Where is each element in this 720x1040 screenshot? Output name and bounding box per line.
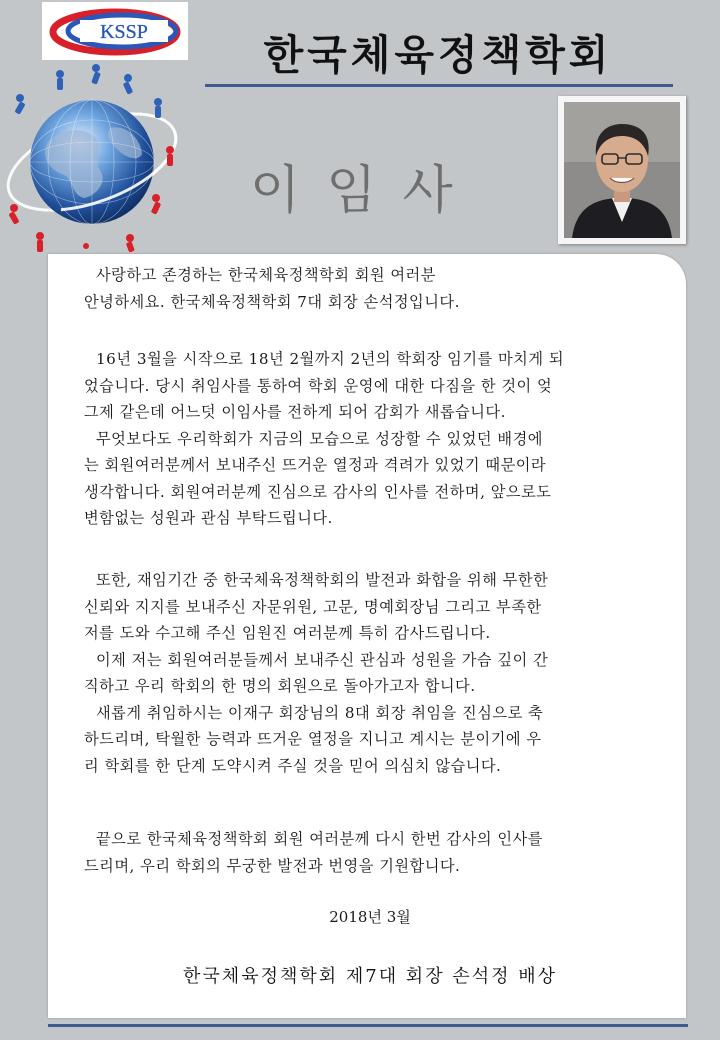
text-line: 리 학회를 한 단계 도약시켜 주실 것을 믿어 의심치 않습니다. xyxy=(84,756,502,775)
letter-date: 2018년 3월 xyxy=(329,908,411,926)
globe-illustration xyxy=(0,58,192,258)
logo-text: KSSP xyxy=(100,21,148,43)
letter-greeting xyxy=(84,262,656,315)
text-line: 끝으로 한국체육정책학회 회원 여러분께 다시 한번 감사의 인사를 xyxy=(96,830,543,848)
text-line: 신뢰와 지지를 보내주신 자문위원, 고문, 명예회장님 그리고 부족한 xyxy=(84,597,542,616)
text-line: 무엇보다도 우리학회가 지금의 모습으로 성장할 수 있었던 배경에 xyxy=(96,429,543,448)
text-line: 16년 3월을 시작으로 18년 2월까지 2년의 학회장 임기를 마치게 되 xyxy=(96,350,565,368)
bottom-divider xyxy=(48,1024,688,1027)
letter-paragraph-3 xyxy=(84,826,656,879)
text-line: 변함없는 성원과 관심 부탁드립니다. xyxy=(84,509,333,527)
text-line: 새롭게 취임하시는 이재구 회장님의 8대 회장 취임을 진심으로 축 xyxy=(96,703,544,722)
text-line: 직하고 우리 학회의 한 명의 회원으로 돌아가고자 합니다. xyxy=(84,677,476,695)
text-line: 저를 도와 수고해 주신 임원진 여러분께 특히 감사드립니다. xyxy=(84,624,491,642)
text-line: 드리며, 우리 학회의 무궁한 발전과 번영을 기원합니다. xyxy=(84,856,461,875)
kssp-logo xyxy=(42,2,188,60)
text-line: 그제 같은데 어느덧 이임사를 전하게 되어 감회가 새롭습니다. xyxy=(84,403,506,421)
text-line: 는 회원여러분께서 보내주신 뜨거운 열정과 격려가 있었기 때문이라 xyxy=(84,456,547,474)
text-line: 이제 저는 회원여러분들께서 보내주신 관심과 성원을 가슴 깊이 간 xyxy=(96,650,549,669)
text-line: 또한, 재임기간 중 한국체육정책학회의 발전과 화합을 위해 무한한 xyxy=(96,571,549,589)
page-heading: 이임사 xyxy=(250,161,479,221)
org-title: 한국체육정책학회 xyxy=(263,31,613,79)
president-photo xyxy=(558,96,686,244)
title-divider xyxy=(205,84,673,87)
letter-paragraph-2 xyxy=(84,567,656,779)
letter-signature: 한국체육정책학회 제7대 회장 손석정 배상 xyxy=(183,966,557,987)
text-line: 생각합니다. 회원여러분께 진심으로 감사의 인사를 전하며, 앞으로도 xyxy=(84,482,552,501)
text-line: 하드리며, 탁월한 능력과 뜨거운 열정을 지니고 계시는 분이기에 우 xyxy=(84,730,542,748)
letter-paragraph-1 xyxy=(84,346,656,532)
text-line: 사랑하고 존경하는 한국체육정책학회 회원 여러분 xyxy=(96,266,436,284)
text-line: 안녕하세요. 한국체육정책학회 7대 회장 손석정입니다. xyxy=(84,292,460,311)
text-line: 었습니다. 당시 취임사를 통하여 학회 운영에 대한 다짐을 한 것이 엊 xyxy=(84,376,553,395)
